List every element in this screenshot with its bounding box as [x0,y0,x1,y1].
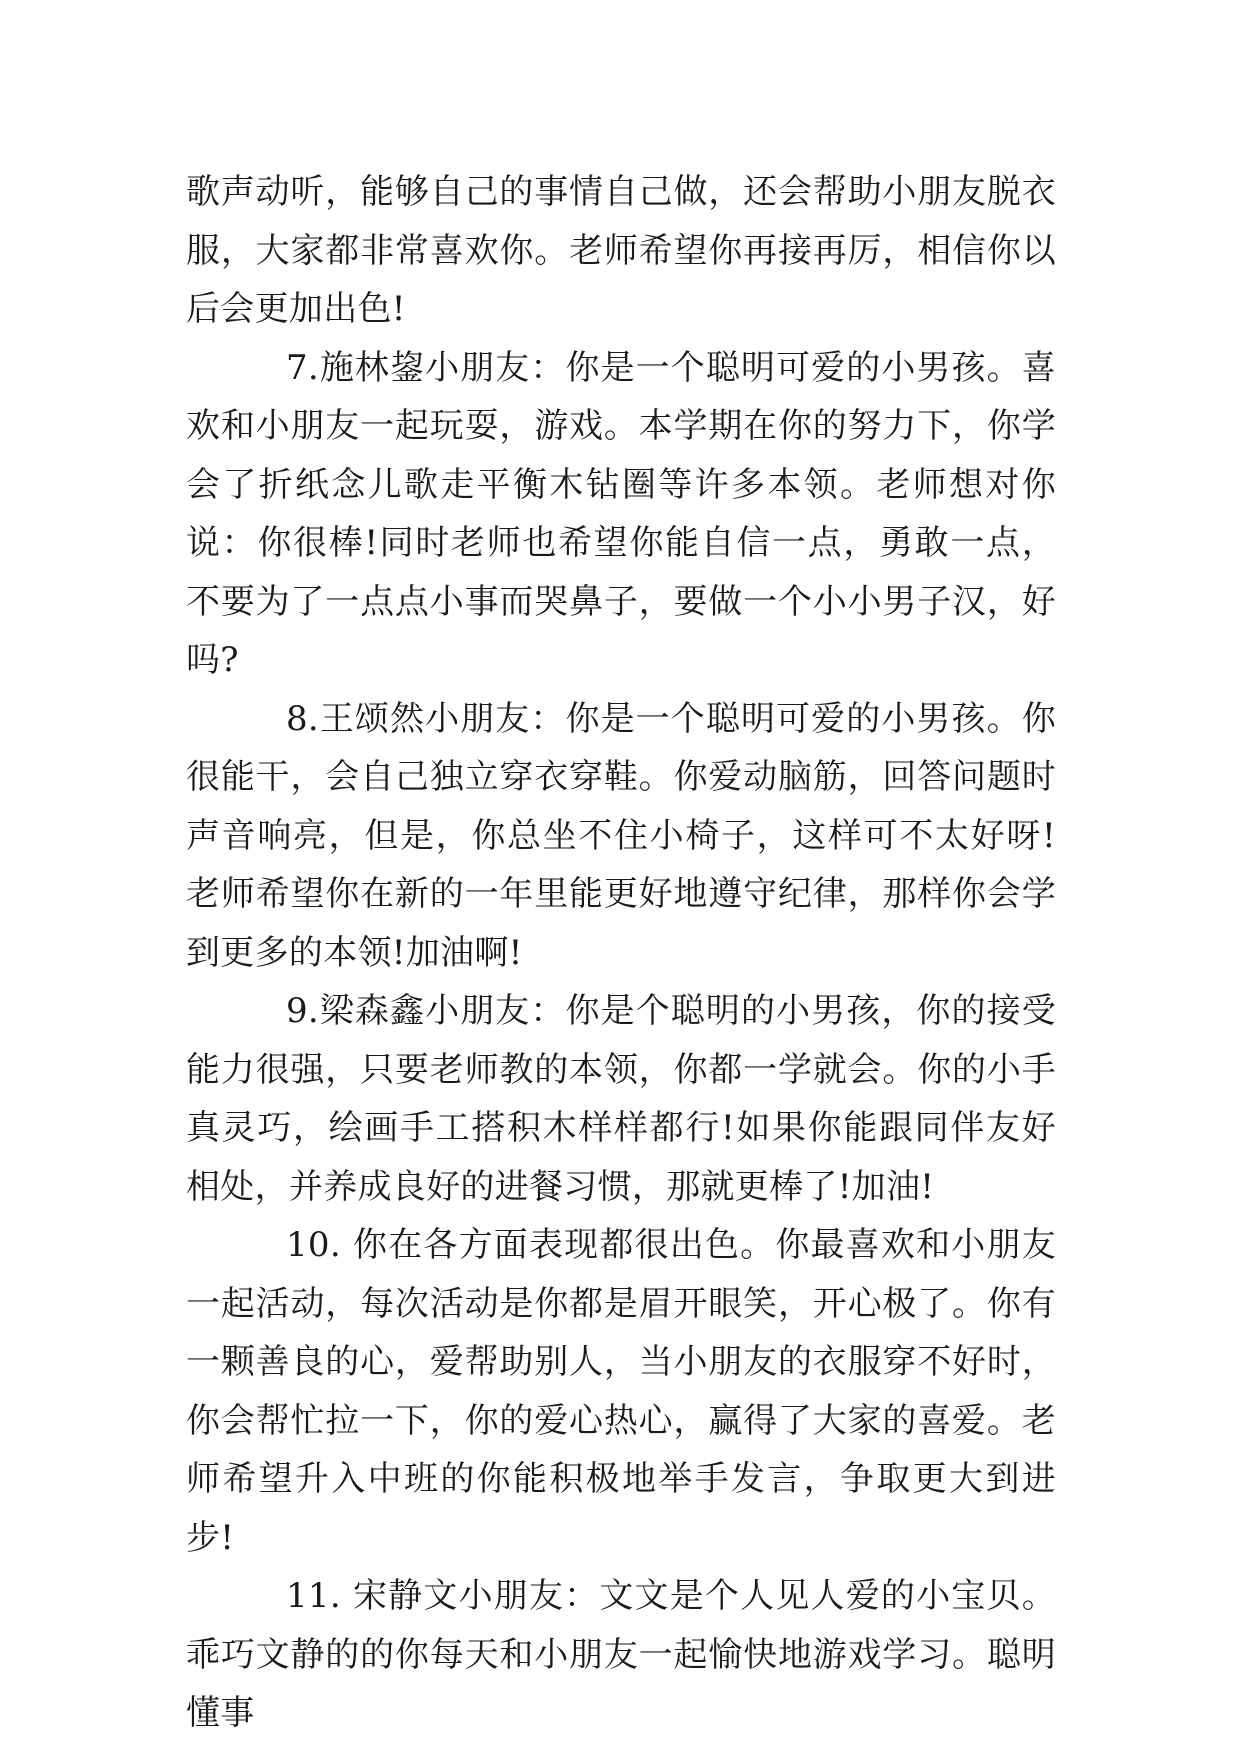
paragraph-item-9: 9.梁森鑫小朋友：你是个聪明的小男孩，你的接受能力很强，只要老师教的本领，你都一学就会。你的小手真灵巧，绘画手工搭积木样样都行!如果你能跟同伴友好相处，并养成良好的进餐习惯，那就更棒了!加油! [186,991,1056,1207]
document-body [186,163,1056,1743]
paragraph-item-7: 7.施林鋆小朋友：你是一个聪明可爱的小男孩。喜欢和小朋友一起玩耍，游戏。本学期在你的努力下，你学会了折纸念儿歌走平衡木钻圈等许多本领。老师想对你说：你很棒!同时老师也希望你能自信一点，勇敢一点，不要为了一点点小事而哭鼻子，要做一个小小男子汉，好吗? [186,347,1056,680]
paragraph-continuation: 歌声动听，能够自己的事情自己做，还会帮助小朋友脱衣服，大家都非常喜欢你。老师希望你再接再厉，相信你以后会更加出色! [186,172,1056,329]
paragraph-item-11: 11. 宋静文小朋友：文文是个人见人爱的小宝贝。乖巧文静的的你每天和小朋友一起愉快地游戏学习。聪明懂事 [186,1576,1056,1733]
paragraph-item-10: 10. 你在各方面表现都很出色。你最喜欢和小朋友一起活动，每次活动是你都是眉开眼笑，开心极了。你有一颗善良的心，爱帮助别人，当小朋友的衣服穿不好时，你会帮忙拉一下，你的爱心热心，赢得了大家的喜爱。老师希望升入中班的你能积极地举手发言，争取更大到进步! [186,1225,1056,1558]
paragraph-item-8: 8.王颂然小朋友：你是一个聪明可爱的小男孩。你很能干，会自己独立穿衣穿鞋。你爱动脑筋，回答问题时声音响亮，但是，你总坐不住小椅子，这样可不太好呀!老师希望你在新的一年里能更好地遵守纪律，那样你会学到更多的本领!加油啊! [186,698,1056,973]
